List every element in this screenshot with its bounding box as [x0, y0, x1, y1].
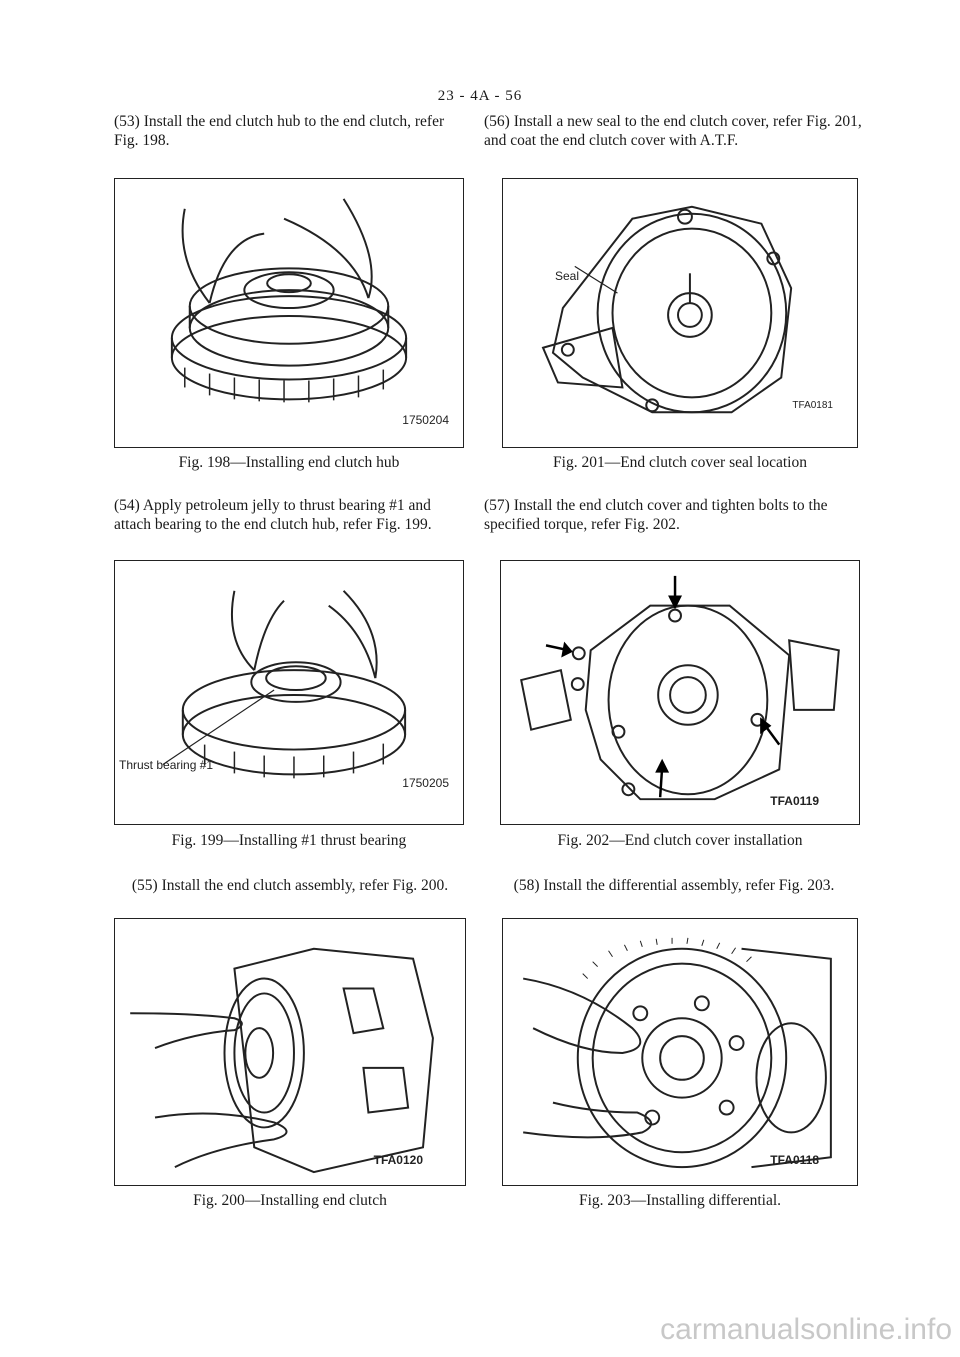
- step-56-text: (56) Install a new seal to the end clutch cover, refer Fig. 201, and coat the end clutch cover with A.T.F.: [484, 113, 862, 149]
- differential-install-illustration: [503, 919, 857, 1185]
- figure-200: [114, 918, 466, 1186]
- figure-code: TFA0118: [770, 1153, 819, 1167]
- figure-code: TFA0120: [373, 1153, 423, 1167]
- figure-199: [114, 560, 464, 825]
- step-58-text: (58) Install the differential assembly, refer Fig. 203.: [513, 877, 835, 894]
- step-54-text: (54) Apply petroleum jelly to thrust bearing #1 and attach bearing to the end clutch hub, refer Fig. 199.: [114, 497, 432, 533]
- figure-code: TFA0181: [792, 400, 833, 411]
- figure-203-caption: Fig. 203—Installing differential.: [578, 1192, 782, 1209]
- figure-201: [502, 178, 858, 448]
- step-55-text: (55) Install the end clutch assembly, refer Fig. 200.: [131, 877, 449, 894]
- figure-200-caption: Fig. 200—Installing end clutch: [193, 1192, 387, 1209]
- watermark: carmanualsonline.info: [660, 1313, 952, 1346]
- step-53-text: (53) Install the end clutch hub to the end clutch, refer Fig. 198.: [114, 113, 445, 149]
- figure-202-caption: Fig. 202—End clutch cover installation: [557, 832, 803, 849]
- page-number: 23 - 4A - 56: [437, 88, 523, 104]
- seal-callout: Seal: [555, 269, 580, 283]
- figure-code: 1750204: [402, 413, 449, 427]
- figure-code: TFA0119: [770, 794, 819, 808]
- figure-201-caption: Fig. 201—End clutch cover seal location: [553, 454, 807, 471]
- figure-203: [502, 918, 858, 1186]
- figure-code: 1750205: [402, 776, 449, 790]
- figure-199-caption: Fig. 199—Installing #1 thrust bearing: [171, 832, 407, 849]
- figure-198-caption: Fig. 198—Installing end clutch hub: [178, 454, 400, 471]
- end-clutch-install-illustration: [115, 919, 465, 1185]
- step-57-text: (57) Install the end clutch cover and tighten bolts to the specified torque, refer Fig. 202.: [484, 497, 828, 533]
- thrust-bearing-callout: Thrust bearing #1: [119, 758, 214, 772]
- figure-202: [500, 560, 860, 825]
- figure-198: [114, 178, 464, 448]
- end-clutch-cover-install-illustration: [501, 561, 859, 824]
- end-clutch-hub-illustration: [115, 179, 463, 447]
